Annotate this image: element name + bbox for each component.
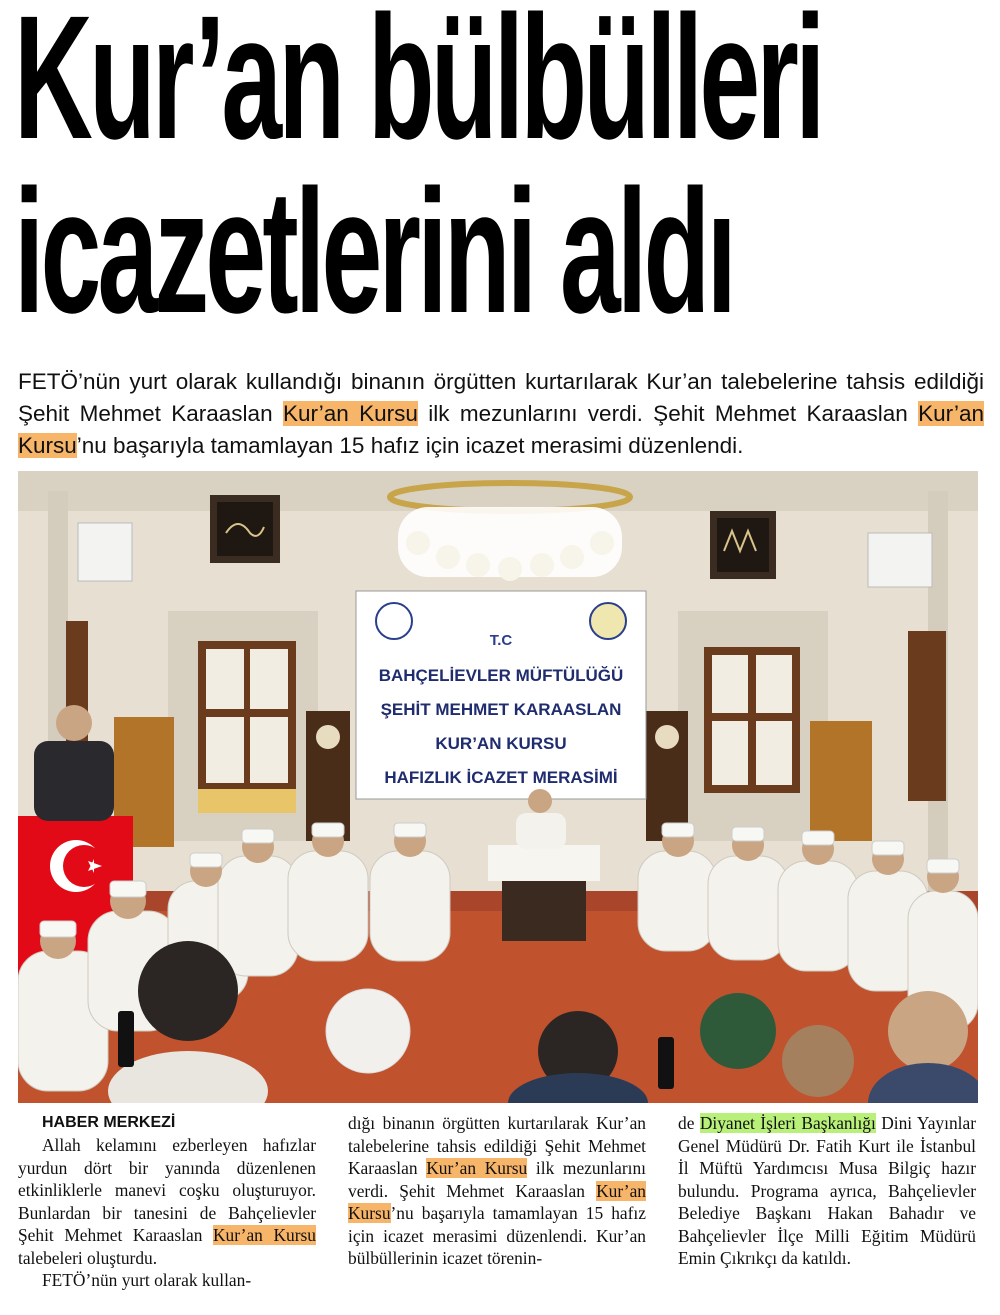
- air-conditioner-left: [78, 523, 132, 581]
- col2-text-1: dığı binanın örgütten kurtarılarak Kur’an talebelerine tahsis edildiği Şehit Mehmet Karaaslan: [348, 1113, 646, 1178]
- lead-highlight-2: Kur’an Kursu: [18, 401, 984, 458]
- lead-text-1: FETÖ’nün yurt olarak kullandığı binanın örgütten kurtarılarak Kur’an talebelerine tahsis edildiği Şehit Mehmet Karaaslan: [18, 369, 984, 426]
- article-paragraph-2: FETÖ’nün yurt olarak kullan-: [42, 1270, 252, 1290]
- article-column-1: [18, 1112, 316, 1292]
- col1-text-2: talebeleri oluşturdu.: [18, 1247, 158, 1268]
- col2-text-3: ’nu başarıyla tamamlayan 15 hafız için icazet merasimi düzenlendi. Kur’an bülbüllerinin icazet törenin-: [348, 1203, 646, 1268]
- lectern: [502, 881, 586, 941]
- col2-highlight-1: Kur’an Kursu: [426, 1158, 528, 1178]
- col1-text-1: Allah kelamını ezberleyen hafızlar yurdun dört bir yanında düzenlenen etkinliklerle manevi coşku oluşturuyor. Bunlardan bir tanesini de Bahçelievler Şehit Mehmet Karaaslan: [18, 1135, 316, 1245]
- col3-text-1: de: [678, 1113, 700, 1133]
- banner-line-3: ŞEHİT MEHMET KARAASLAN: [380, 700, 622, 719]
- article-column-3: [678, 1112, 976, 1270]
- banner-line-2: BAHÇELİEVLER MÜFTÜLÜĞÜ: [378, 666, 624, 685]
- col2-paragraph: [348, 1112, 646, 1270]
- headline-line-1: Kur’an bülbülleri: [14, 0, 822, 176]
- speaker: [34, 741, 114, 821]
- col3-paragraph: [678, 1112, 976, 1270]
- article-body: [18, 1112, 984, 1312]
- lead-text-3: ’nu başarıyla tamamlayan 15 hafız için icazet merasimi düzenlendi.: [76, 433, 744, 458]
- byline: HABER MERKEZİ: [42, 1114, 176, 1131]
- article-paragraph-1: [18, 1134, 316, 1269]
- lead-text-2: ilk mezunlarını verdi. Şehit Mehmet Karaaslan: [417, 401, 919, 426]
- lead-highlight-1: Kur’an Kursu: [282, 401, 418, 426]
- article-column-2: [348, 1112, 646, 1270]
- col3-highlight: Diyanet İşleri Başkanlığı: [699, 1113, 876, 1133]
- banner-line-1: T.C: [489, 632, 513, 649]
- ceremony-photo-illustration: [18, 471, 978, 1103]
- kurs-logo: [590, 603, 626, 639]
- banner-line-5: HAFIZLIK İCAZET MERASİMİ: [384, 768, 618, 787]
- lead-paragraph: [18, 366, 984, 462]
- headline-line-2: icazetlerini aldı: [14, 154, 734, 350]
- col3-text-2: Dini Yayınlar Genel Müdürü Dr. Fatih Kurt ile İstanbul İl Müftü Yardımcısı Musa Bilgiç hazır bulundu. Programa ayrıca, Bahçelievler Belediye Başkanı Hakan Bahadır ve Bahçelievler İlçe Milli Eğitim Müdürü Emin Çıkrıkçı da katıldı.: [678, 1113, 976, 1268]
- banner-line-4: KUR’AN KURSU: [435, 734, 567, 753]
- col2-text-2: ilk mezunlarını verdi. Şehit Mehmet Karaaslan: [348, 1158, 646, 1201]
- col2-highlight-2: Kur’an Kursu: [348, 1180, 646, 1223]
- ceremony-photo: [18, 471, 978, 1103]
- col1-highlight: Kur’an Kursu: [212, 1225, 316, 1245]
- air-conditioner-right: [868, 533, 932, 587]
